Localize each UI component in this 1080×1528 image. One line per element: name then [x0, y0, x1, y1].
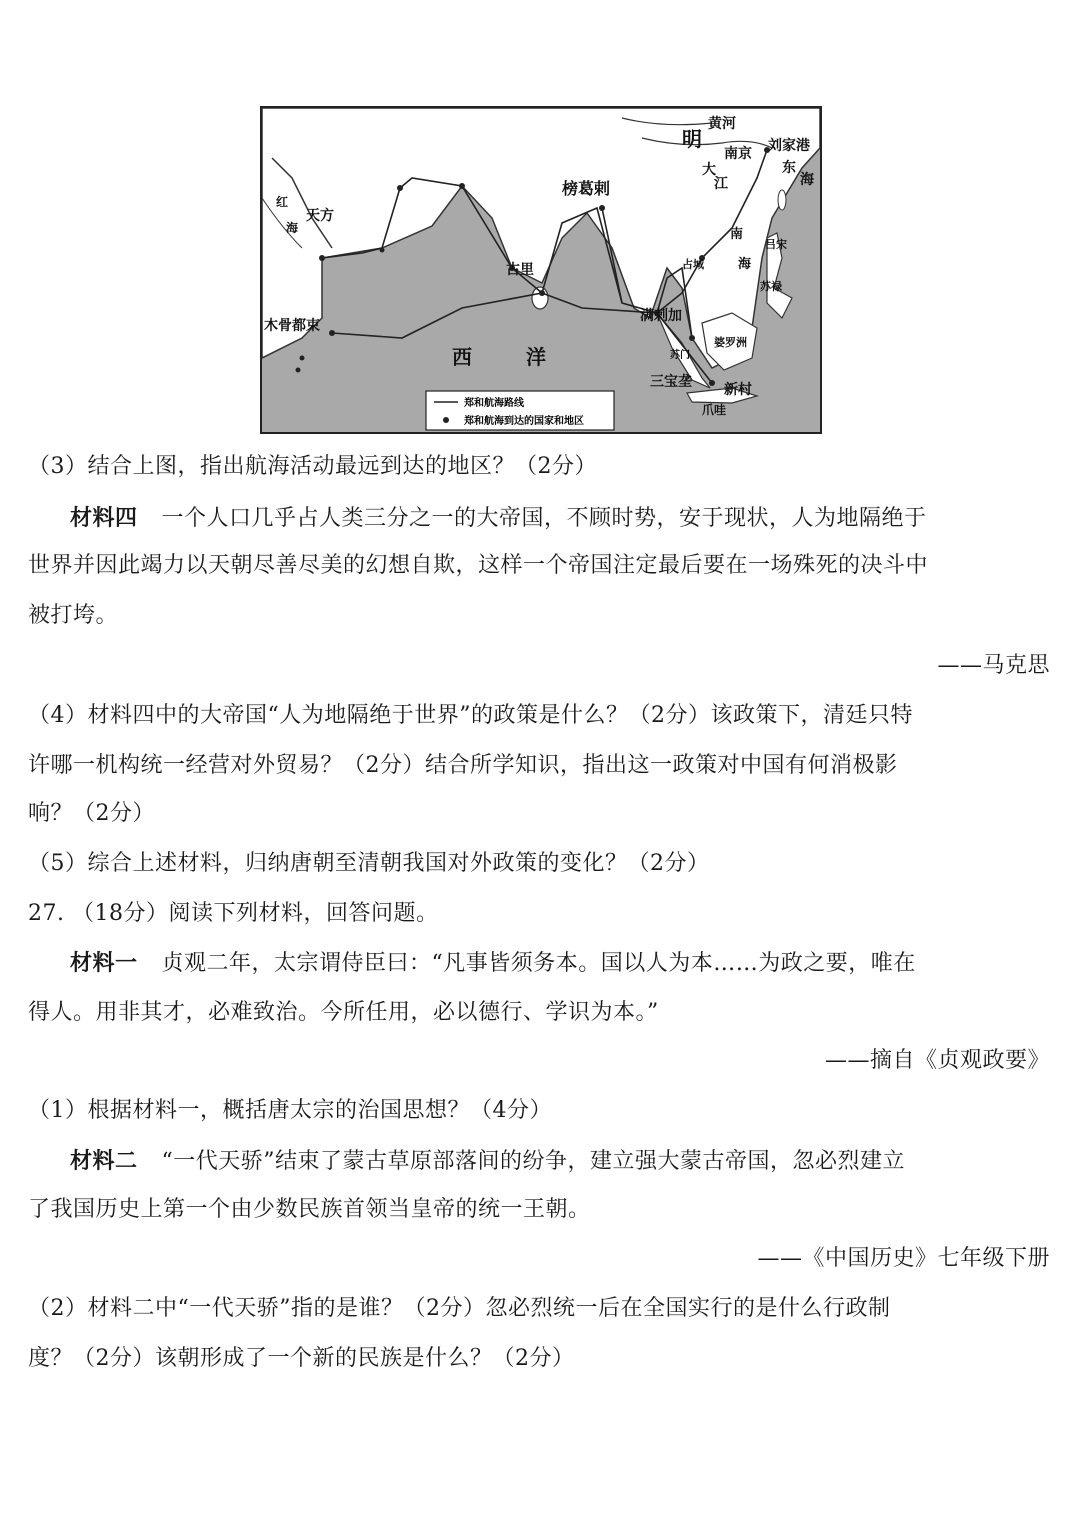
question-4-line-2: 许哪一机构统一经营对外贸易？（2分）结合所学知识，指出这一政策对中国有何消极影	[28, 753, 898, 778]
label-nanjing: 南京	[724, 146, 752, 162]
material-2-label: 材料二	[70, 1148, 138, 1174]
legend-points-label: 郑和航海到达的国家和地区	[464, 416, 584, 427]
question-3: （3）结合上图，指出航海活动最远到达的地区？（2分）	[28, 454, 597, 479]
material-1-line-1	[0, 948, 1080, 979]
material-1-text-1: 贞观二年，太宗谓侍臣曰：“凡事皆须务本。国以人为本……为政之要，唯在	[161, 951, 916, 976]
label-xi: 西	[452, 345, 472, 369]
label-sanbaolong: 三宝垄	[650, 374, 692, 390]
legend-route-label: 郑和航海路线	[464, 398, 524, 409]
material-4-label: 材料四	[70, 505, 138, 531]
material-2-text-1: “一代天骄”结束了蒙古草原部落间的纷争，建立强大蒙古帝国，忽必烈建立	[161, 1149, 906, 1174]
question-4-line-1: （4）材料四中的大帝国“人为地隔绝于世界”的政策是什么？（2分）该政策下，清廷只特	[28, 703, 913, 728]
label-bangge: 榜葛剌	[562, 179, 611, 198]
legend-point-symbol	[443, 417, 449, 423]
map-drawing	[262, 108, 820, 432]
material-4-line-1	[0, 503, 1080, 534]
label-mugudushu: 木骨都束	[264, 318, 320, 334]
label-tianfang: 天方	[306, 208, 334, 224]
material-2-source: ——《中国历史》七年级下册	[757, 1246, 1050, 1271]
material-1-line-2: 得人。用非其才，必难致治。今所任用，必以德行、学识为本。”	[28, 1000, 659, 1025]
question-27-heading: 27. （18分）阅读下列材料，回答问题。	[28, 901, 439, 926]
label-java: 爪哇	[702, 403, 727, 417]
question-5: （5）综合上述材料，归纳唐朝至清朝我国对外政策的变化？（2分）	[28, 851, 710, 876]
label-red-sea: 海	[286, 221, 299, 235]
label-zhancheng: 占城	[682, 258, 704, 271]
label-da: 大	[702, 162, 716, 178]
material-4-source: ——马克思	[937, 653, 1050, 678]
material-2-line-2: 了我国历史上第一个由少数民族首领当皇帝的统一王朝。	[28, 1197, 591, 1222]
label-jiang: 江	[714, 176, 728, 192]
material-4-line-3: 被打垮。	[28, 603, 119, 628]
label-hong: 红	[276, 195, 289, 209]
material-1-label: 材料一	[70, 950, 138, 976]
label-yang: 洋	[526, 345, 546, 369]
label-nanhai-2: 海	[738, 257, 752, 272]
material-1-source: ——摘自《贞观政要》	[824, 1048, 1050, 1073]
label-manlajia: 满剌加	[640, 308, 682, 324]
label-huanghe: 黄河	[708, 116, 736, 132]
label-dong: 东	[782, 160, 796, 176]
material-4-text-1: 一个人口几乎占人类三分之一的大帝国，不顾时势，安于现状，人为地隔绝于	[161, 506, 927, 531]
question-27-2-line-2: 度？（2分）该朝形成了一个新的民族是什么？（2分）	[28, 1346, 575, 1371]
question-27-2-line-1: （2）材料二中“一代天骄”指的是谁？（2分）忽必烈统一后在全国实行的是什么行政制	[28, 1296, 891, 1321]
label-ming: 明	[682, 127, 702, 151]
label-guli: 古里	[506, 262, 534, 278]
label-sumatra: 苏门	[670, 350, 690, 361]
material-4-line-2: 世界并因此竭力以天朝尽善尽美的幻想自欺，这样一个帝国注定最后要在一场殊死的决斗中	[28, 553, 929, 578]
label-xincun: 新村	[724, 382, 752, 398]
zheng-he-voyage-map	[260, 106, 822, 434]
label-lvsong: 吕宋	[765, 238, 787, 251]
label-sulu: 苏禄	[760, 280, 782, 293]
question-4-line-3: 响？（2分）	[28, 801, 155, 826]
label-donghai: 海	[800, 172, 814, 188]
question-27-1: （1）根据材料一，概括唐太宗的治国思想？（4分）	[28, 1098, 552, 1123]
label-borneo: 婆罗洲	[714, 336, 747, 349]
label-liujiagang: 刘家港	[768, 138, 810, 154]
material-2-line-1	[0, 1146, 1080, 1177]
label-nanhai-1: 南	[730, 227, 744, 242]
